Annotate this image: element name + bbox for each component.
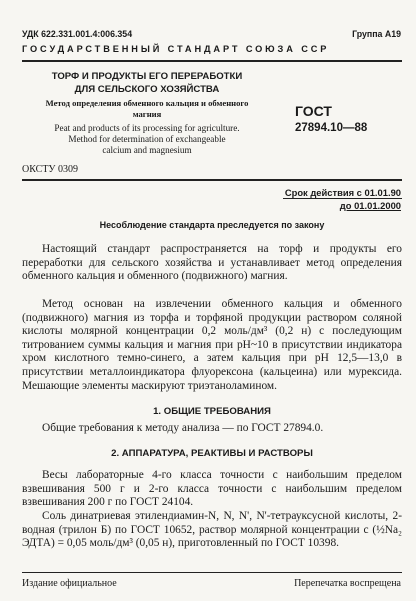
state-standard-banner: ГОСУДАРСТВЕННЫЙ СТАНДАРТ СОЮЗА ССР bbox=[22, 44, 330, 54]
title-ru-line1: ТОРФ И ПРОДУКТЫ ЕГО ПЕРЕРАБОТКИ bbox=[51, 71, 243, 82]
subtitle-ru-line1: Метод определения обменного кальция и обменного bbox=[45, 98, 249, 108]
section-2-heading: 2. АППАРАТУРА, РЕАКТИВЫ И РАСТВОРЫ bbox=[111, 448, 313, 459]
gost-number: 27894.10—88 bbox=[295, 122, 368, 134]
okstu-code: ОКСТУ 0309 bbox=[22, 164, 79, 175]
section-2-paragraph-2: Соль динатриевая этилендиамин-N, N, N', N'-тетрауксусной кислоты, 2-водная (трилон Б) по ГОСТ 10652, раствор молярной концентрации с (½Na₂ ЭДТА) = 0,05 моль/дм³ (0,05 н), приготовленный по ГОСТ 10398. bbox=[22, 510, 402, 550]
udc-code: УДК 622.331.001.4:006.354 bbox=[22, 29, 133, 39]
section-1-text: Общие требования к методу анализа — по ГОСТ 27894.0. bbox=[42, 422, 324, 434]
title-en-line3: calcium and magnesium bbox=[102, 145, 192, 155]
intro-paragraph-1: Настоящий стандарт распространяется на торф и продукты его переработки для сельского хозяйства и устанавливает метод определения обменного кальция и обменного (подвижного) магния. bbox=[22, 243, 402, 283]
footer-reprint-prohibited: Перепечатка воспрещена bbox=[294, 578, 401, 589]
footer-official-edition: Издание официальное bbox=[22, 578, 117, 589]
group-code: Группа А19 bbox=[352, 29, 401, 39]
section-2-paragraph-1: Весы лабораторные 4-го класса точности с наибольшим пределом взвешивания 500 г и 2-го класса точности с наибольшим пределом взвешивания 200 г по ГОСТ 24104. bbox=[22, 469, 402, 509]
title-divider bbox=[22, 179, 402, 181]
title-en-line1: Peat and products of its processing for agriculture. bbox=[54, 123, 240, 133]
header-divider bbox=[22, 60, 402, 62]
validity-underline bbox=[283, 198, 402, 199]
section-1-heading: 1. ОБЩИЕ ТРЕБОВАНИЯ bbox=[153, 406, 271, 417]
validity-line1: Срок действия с 01.01.90 bbox=[284, 187, 401, 198]
title-ru-line2: ДЛЯ СЕЛЬСКОГО ХОЗЯЙСТВА bbox=[74, 84, 220, 95]
validity-line2: до 01.01.2000 bbox=[339, 200, 401, 211]
footer-divider bbox=[22, 572, 402, 573]
title-en-line2: Method for determination of exchangeable bbox=[68, 134, 226, 144]
intro-paragraph-2: Метод основан на извлечении обменного кальция и обменного (подвижного) магния из торфа и торфяной продукции раствором соляной кислоты молярной концентрации 0,2 моль/дм³ (0,2 н) с последующим титрованием суммы кальция и магния при pH~10 в присутствии индикатора хром кислотного темно-синего, а затем кальция при pH 12,5—13,0 в присутствии металлоиндикатора флуорексона (кальцеина) или мурексида. Мешающие элементы маскируют триэтаноламином. bbox=[22, 298, 402, 392]
subtitle-ru-line2: магния bbox=[132, 109, 162, 119]
legal-notice: Несоблюдение стандарта преследуется по закону bbox=[99, 220, 325, 230]
gost-label: ГОСТ bbox=[295, 103, 332, 119]
